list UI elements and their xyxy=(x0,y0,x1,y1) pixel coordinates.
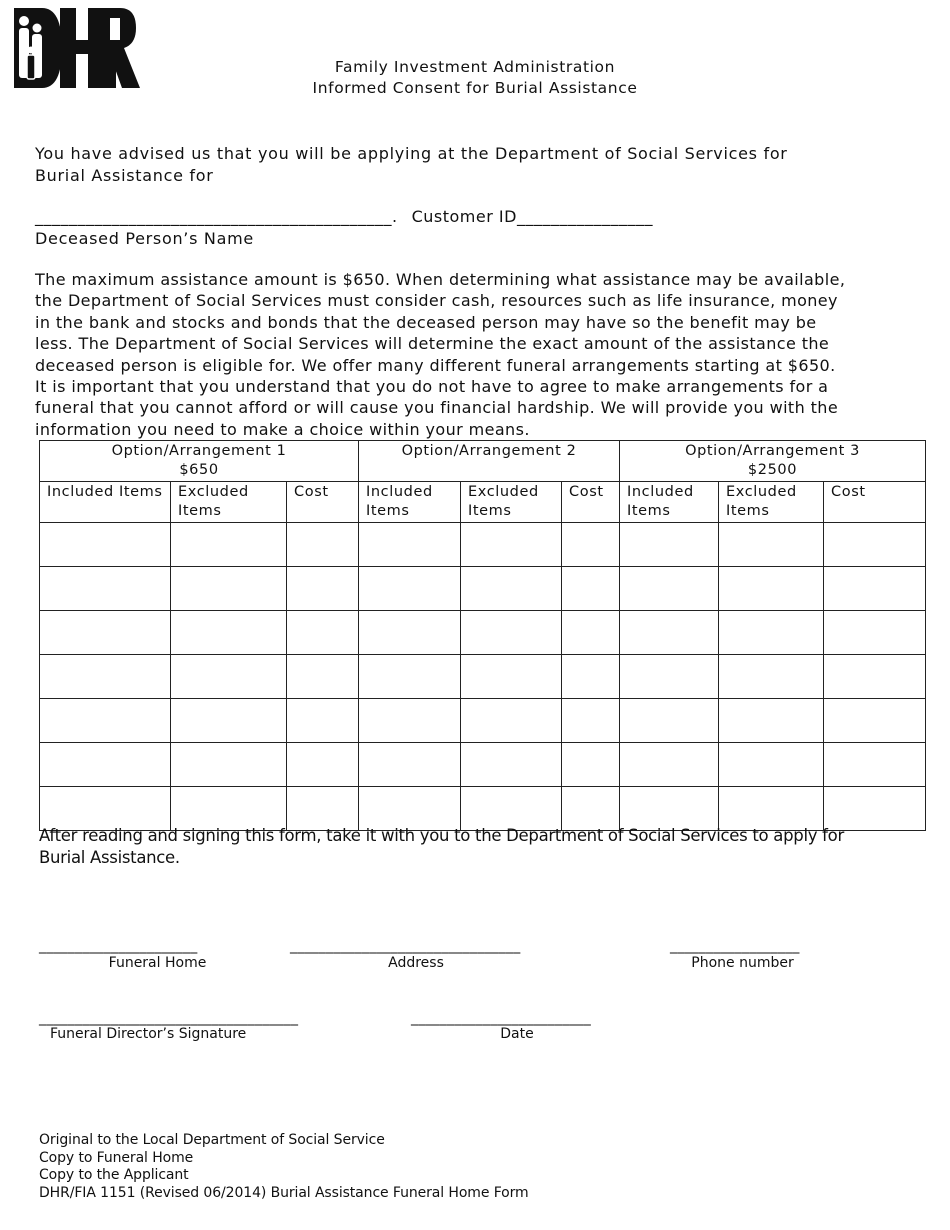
table-cell[interactable] xyxy=(461,567,562,611)
table-cell[interactable] xyxy=(287,655,359,699)
table-row xyxy=(40,611,926,655)
table-cell[interactable] xyxy=(824,611,926,655)
table-cell[interactable] xyxy=(359,787,461,831)
deceased-name-label: Deceased Person’s Name xyxy=(35,229,254,248)
form-number: DHR/FIA 1151 (Revised 06/2014) Burial Assistance Funeral Home Form xyxy=(39,1184,529,1201)
option-title: Option/Arrangement 2 xyxy=(401,443,577,459)
cost-header: Cost xyxy=(562,482,620,523)
table-cell[interactable] xyxy=(171,523,287,567)
excluded-items-header: Excluded Items xyxy=(171,482,287,523)
option-2-header xyxy=(359,441,620,482)
table-cell[interactable] xyxy=(461,523,562,567)
option-title: Option/Arrangement 3 xyxy=(685,443,860,459)
table-cell[interactable] xyxy=(562,655,620,699)
table-cell[interactable] xyxy=(824,567,926,611)
distribution-footer xyxy=(39,1132,529,1202)
table-row xyxy=(40,743,926,787)
phone-label: Phone number xyxy=(691,955,794,971)
table-cell[interactable] xyxy=(171,611,287,655)
intro-text: You have advised us that you will be applying at the Department of Social Services for Burial Assistance for xyxy=(35,144,788,185)
table-cell[interactable] xyxy=(824,699,926,743)
table-cell[interactable] xyxy=(562,567,620,611)
table-cell[interactable] xyxy=(562,743,620,787)
table-cell[interactable] xyxy=(562,611,620,655)
options-header-row xyxy=(40,441,926,482)
table-cell[interactable] xyxy=(359,611,461,655)
table-cell[interactable] xyxy=(40,567,171,611)
option-amount: $2500 xyxy=(747,462,798,478)
deceased-name-field[interactable]: __________________________________________. xyxy=(35,207,398,226)
footer-line: Copy to the Applicant xyxy=(39,1167,189,1184)
table-cell[interactable] xyxy=(620,699,719,743)
table-cell[interactable] xyxy=(461,655,562,699)
included-items-header: Included Items xyxy=(40,482,171,523)
table-cell[interactable] xyxy=(287,567,359,611)
table-cell[interactable] xyxy=(40,743,171,787)
table-cell[interactable] xyxy=(40,611,171,655)
table-cell[interactable] xyxy=(359,567,461,611)
included-items-header: Included Items xyxy=(359,482,461,523)
table-cell[interactable] xyxy=(620,787,719,831)
option-1-header xyxy=(40,441,359,482)
table-cell[interactable] xyxy=(171,567,287,611)
table-cell[interactable] xyxy=(562,699,620,743)
table-cell[interactable] xyxy=(719,611,824,655)
table-row xyxy=(40,699,926,743)
header-line-1: Family Investment Administration xyxy=(334,58,616,76)
table-cell[interactable] xyxy=(719,523,824,567)
table-cell[interactable] xyxy=(359,743,461,787)
date-label: Date xyxy=(500,1026,534,1042)
director-signature-field[interactable]: ____________________________________ xyxy=(39,1010,299,1026)
table-cell[interactable] xyxy=(359,523,461,567)
table-cell[interactable] xyxy=(562,787,620,831)
table-cell[interactable] xyxy=(40,699,171,743)
table-cell[interactable] xyxy=(359,699,461,743)
table-cell[interactable] xyxy=(824,743,926,787)
table-row xyxy=(40,655,926,699)
table-cell[interactable] xyxy=(461,611,562,655)
table-cell[interactable] xyxy=(824,523,926,567)
funeral-home-label: Funeral Home xyxy=(108,955,207,971)
subheader-row xyxy=(40,482,926,523)
logo-text: DHR xyxy=(212,206,215,207)
table-cell[interactable] xyxy=(287,523,359,567)
customer-id-field[interactable]: Customer ID________________ xyxy=(411,207,653,226)
footer-line: Copy to Funeral Home xyxy=(39,1149,194,1166)
table-cell[interactable] xyxy=(461,787,562,831)
phone-field[interactable]: __________________ xyxy=(670,938,800,954)
assistance-paragraph: The maximum assistance amount is $650. When determining what assistance may be available, the Department of Social Services must consider cash, resources such as life insurance, money in the bank and stocks and bonds that the deceased person may have so the benefit may be less. The Department of Social Services will determine the exact amount of the assistance the deceased person is eligible for. We offer many different funeral arrangements starting at $650. It is important that you understand that you do not have to agree to make arrangements for a funeral that you cannot afford or will cause you financial hardship. We will provide you with the information you need to make a choice within your means. xyxy=(35,270,846,439)
cost-header: Cost xyxy=(287,482,359,523)
table-cell[interactable] xyxy=(287,699,359,743)
table-cell[interactable] xyxy=(719,699,824,743)
funeral-home-field[interactable]: ______________________ xyxy=(39,938,198,954)
included-items-header: Included Items xyxy=(620,482,719,523)
option-amount: $650 xyxy=(179,462,219,478)
table-cell[interactable] xyxy=(287,787,359,831)
table-cell[interactable] xyxy=(287,743,359,787)
table-cell[interactable] xyxy=(620,611,719,655)
table-row xyxy=(40,787,926,831)
option-title: Option/Arrangement 1 xyxy=(111,443,287,459)
option-3-header xyxy=(620,441,926,482)
table-row xyxy=(40,567,926,611)
table-cell[interactable] xyxy=(824,787,926,831)
table-cell[interactable] xyxy=(719,655,824,699)
table-cell[interactable] xyxy=(171,655,287,699)
table-cell[interactable] xyxy=(620,523,719,567)
table-cell[interactable] xyxy=(40,523,171,567)
header-line-2: Informed Consent for Burial Assistance xyxy=(312,79,638,97)
table-cell[interactable] xyxy=(562,523,620,567)
table-cell[interactable] xyxy=(461,743,562,787)
table-cell[interactable] xyxy=(287,611,359,655)
footer-line: Original to the Local Department of Social Service xyxy=(39,1132,385,1148)
address-field[interactable]: ________________________________ xyxy=(290,938,521,954)
table-cell[interactable] xyxy=(719,743,824,787)
table-cell[interactable] xyxy=(171,787,287,831)
table-cell[interactable] xyxy=(620,655,719,699)
table-cell[interactable] xyxy=(620,743,719,787)
director-signature-label: Funeral Director’s Signature xyxy=(50,1026,247,1042)
table-cell[interactable] xyxy=(40,787,171,831)
table-cell[interactable] xyxy=(461,699,562,743)
options-table xyxy=(39,440,926,831)
table-cell[interactable] xyxy=(171,743,287,787)
table-cell[interactable] xyxy=(359,655,461,699)
table-cell[interactable] xyxy=(171,699,287,743)
after-reading-instructions: After reading and signing this form, take it with you to the Department of Social Services to apply for Burial Assistance. xyxy=(39,826,844,867)
excluded-items-header: Excluded Items xyxy=(461,482,562,523)
table-cell[interactable] xyxy=(620,567,719,611)
dhr-logo xyxy=(12,6,215,207)
table-cell[interactable] xyxy=(40,655,171,699)
table-row xyxy=(40,523,926,567)
deceased-name-row xyxy=(35,207,653,226)
cost-header: Cost xyxy=(824,482,926,523)
excluded-items-header: Excluded Items xyxy=(719,482,824,523)
table-cell[interactable] xyxy=(719,787,824,831)
address-label: Address xyxy=(388,955,444,971)
date-field[interactable]: _________________________ xyxy=(411,1010,591,1026)
table-cell[interactable] xyxy=(824,655,926,699)
table-cell[interactable] xyxy=(719,567,824,611)
